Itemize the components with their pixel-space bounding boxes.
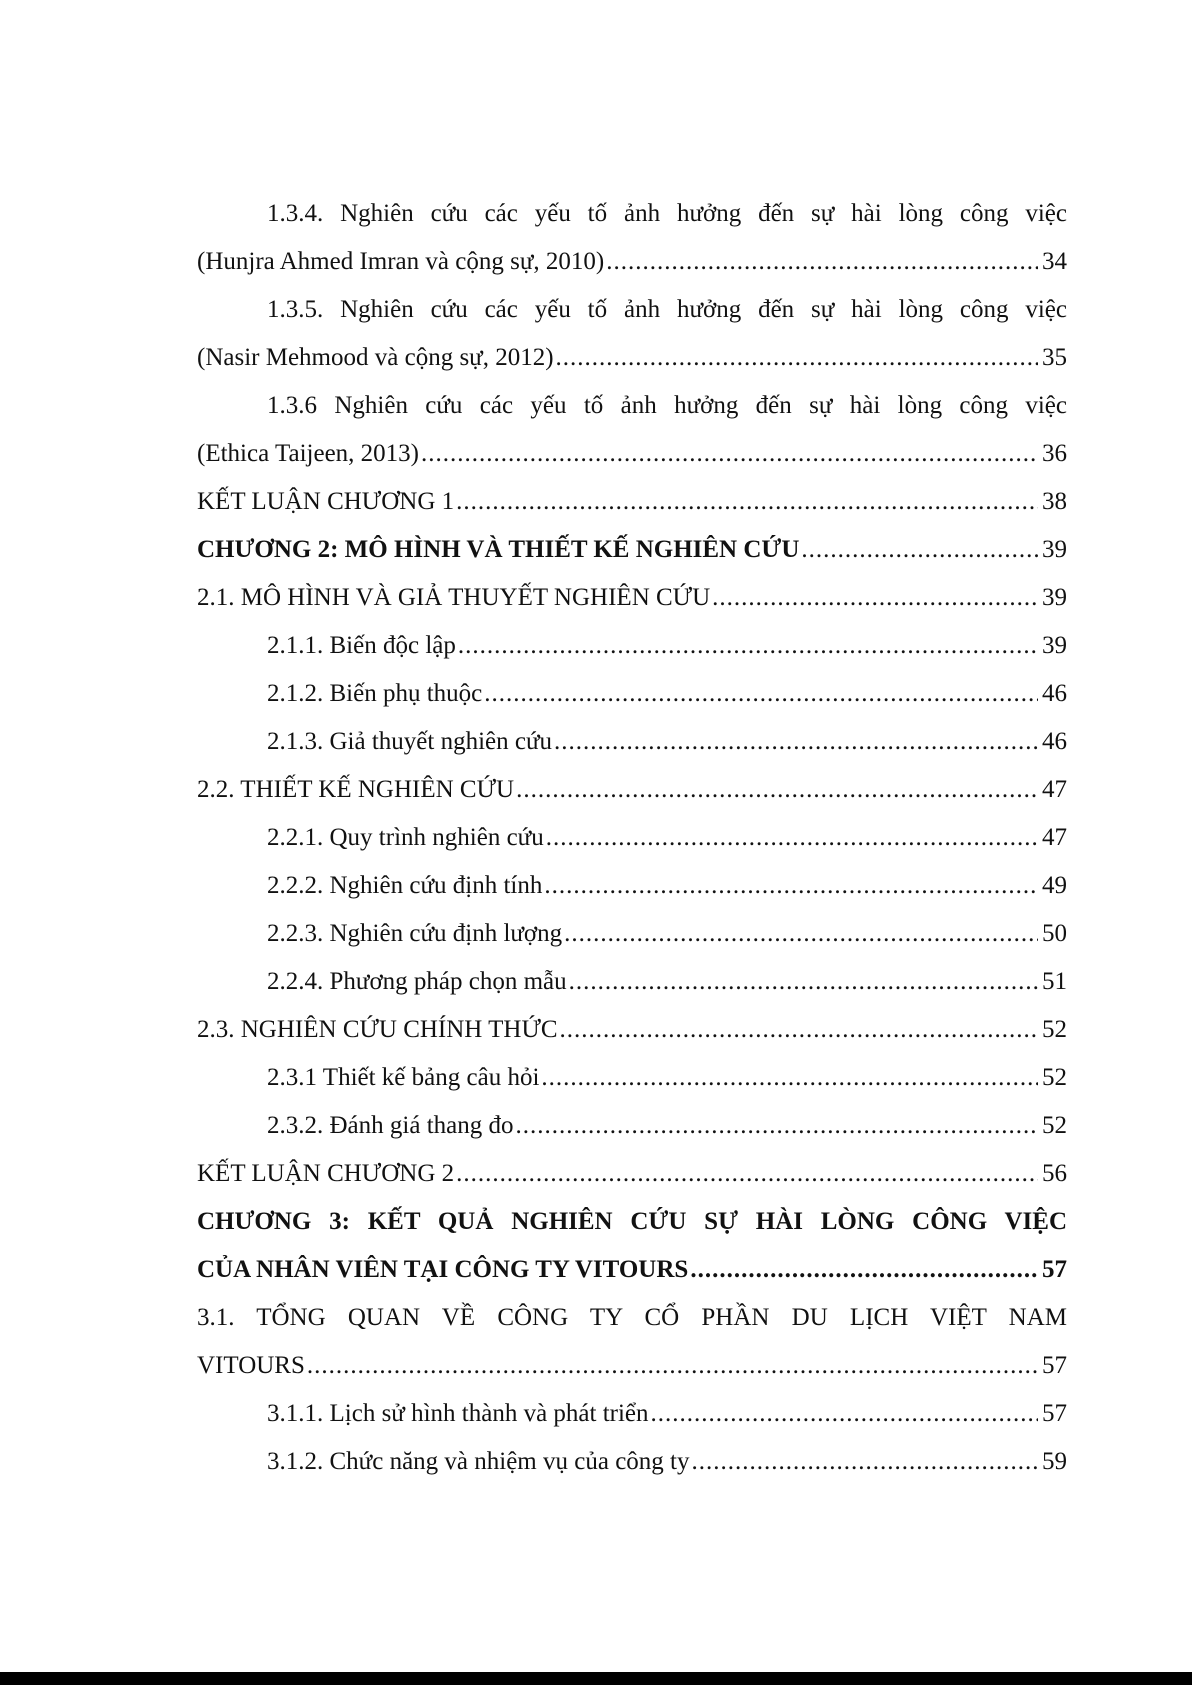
dot-leader [569,958,1038,1006]
toc-page-number: 47 [1042,824,1067,851]
toc-entry-title: (Ethica Taijeen, 2013) [197,440,420,467]
toc-entry-2-2-3[interactable] [197,910,1067,958]
toc-entry-title: 2.2.3. Nghiên cứu định lượng [267,920,563,947]
toc-page-number: 50 [1042,920,1067,947]
toc-entry-title: 2.3.2. Đánh giá thang đo [267,1112,514,1139]
dot-leader [307,1342,1038,1390]
dot-leader [692,1438,1039,1486]
toc-page-number: 38 [1042,488,1067,515]
dot-leader [801,526,1038,574]
toc-entry-title: CHƯƠNG 2: MÔ HÌNH VÀ THIẾT KẾ NGHIÊN CỨU [197,536,800,563]
dot-leader [690,1246,1038,1294]
toc-page-number: 35 [1042,344,1067,371]
dot-leader [564,910,1038,958]
page-bottom-border [0,1672,1192,1685]
toc-entry-3-1-2[interactable] [197,1438,1067,1486]
toc-entry-title: 2.2.2. Nghiên cứu định tính [267,872,543,899]
dot-leader [456,1150,1038,1198]
toc-page-number: 36 [1042,440,1067,467]
toc-page-number: 57 [1042,1256,1067,1283]
toc-entry-2-1-2[interactable] [197,670,1067,718]
dot-leader [554,718,1038,766]
toc-entry-3-1[interactable] [197,1342,1067,1390]
dot-leader [458,622,1038,670]
dot-leader [606,238,1038,286]
toc-entry-title: 2.1.2. Biến phụ thuộc [267,680,483,707]
toc-entry-chuong-2[interactable] [197,526,1067,574]
dot-leader [516,766,1038,814]
toc-entry-2-3-2[interactable] [197,1102,1067,1150]
toc-entry-title: CỦA NHÂN VIÊN TẠI CÔNG TY VITOURS [197,1256,689,1283]
toc-entry-1-3-6[interactable] [197,430,1067,478]
toc-page-number: 51 [1042,968,1067,995]
toc-page-number: 52 [1042,1016,1067,1043]
dot-leader [484,670,1038,718]
toc-entry-1-3-5-lead: 1.3.5. Nghiên cứu các yếu tố ảnh hưởng đến sự hài lòng công việc [267,296,1067,323]
toc-entry-ket-luan-chuong-2[interactable] [197,1150,1067,1198]
toc-entry-title: KẾT LUẬN CHƯƠNG 2 [197,1160,455,1187]
dot-leader [546,814,1038,862]
toc-entry-title: 2.1.1. Biến độc lập [267,632,456,659]
toc-entry-2-2[interactable] [197,766,1067,814]
toc-entry-title: 2.1.3. Giả thuyết nghiên cứu [267,728,553,755]
toc-page-number: 57 [1042,1352,1067,1379]
dot-leader [456,478,1038,526]
toc-entry-title: (Hunjra Ahmed Imran và cộng sự, 2010) [197,248,605,275]
toc-entry-1-3-4-lead: 1.3.4. Nghiên cứu các yếu tố ảnh hưởng đến sự hài lòng công việc [267,200,1067,227]
dot-leader [544,862,1038,910]
dot-leader [421,430,1038,478]
toc-page-number: 52 [1042,1112,1067,1139]
toc-page-number: 39 [1042,584,1067,611]
toc-page-number: 47 [1042,776,1067,803]
toc-page-number: 56 [1042,1160,1067,1187]
dot-leader [651,1390,1038,1438]
toc-entry-1-3-5[interactable] [197,334,1067,382]
toc-entry-chuong-3-lead: CHƯƠNG 3: KẾT QUẢ NGHIÊN CỨU SỰ HÀI LÒNG CÔNG VIỆC [197,1208,1067,1235]
toc-page-number: 49 [1042,872,1067,899]
toc-entry-2-2-4[interactable] [197,958,1067,1006]
toc-entry-title: (Nasir Mehmood và cộng sự, 2012) [197,344,554,371]
toc-entry-title: 2.2. THIẾT KẾ NGHIÊN CỨU [197,776,515,803]
dot-leader [556,334,1038,382]
toc-page-number: 46 [1042,728,1067,755]
toc-page-number: 39 [1042,632,1067,659]
toc-page-number: 59 [1042,1448,1067,1475]
toc-page-number: 39 [1042,536,1067,563]
toc-entry-2-1-3[interactable] [197,718,1067,766]
table-of-contents [197,190,1067,1486]
toc-entry-2-2-2[interactable] [197,862,1067,910]
dot-leader [712,574,1038,622]
toc-entry-title: 2.3.1 Thiết kế bảng câu hỏi [267,1064,540,1091]
toc-entry-3-1-1[interactable] [197,1390,1067,1438]
toc-entry-2-3[interactable] [197,1006,1067,1054]
toc-page-number: 46 [1042,680,1067,707]
toc-entry-title: VITOURS [197,1352,305,1379]
toc-entry-title: 3.1.2. Chức năng và nhiệm vụ của công ty [267,1448,690,1475]
toc-entry-1-3-6-lead: 1.3.6 Nghiên cứu các yếu tố ảnh hưởng đến sự hài lòng công việc [267,392,1067,419]
toc-entry-ket-luan-chuong-1[interactable] [197,478,1067,526]
dot-leader [515,1102,1038,1150]
toc-entry-1-3-4[interactable] [197,238,1067,286]
toc-entry-3-1-lead: 3.1. TỔNG QUAN VỀ CÔNG TY CỔ PHẦN DU LỊCH VIỆT NAM [197,1304,1067,1331]
toc-entry-2-2-1[interactable] [197,814,1067,862]
toc-entry-2-3-1[interactable] [197,1054,1067,1102]
toc-page-number: 52 [1042,1064,1067,1091]
toc-entry-title: 2.3. NGHIÊN CỨU CHÍNH THỨC [197,1016,558,1043]
toc-entry-title: 2.1. MÔ HÌNH VÀ GIẢ THUYẾT NGHIÊN CỨU [197,584,711,611]
dot-leader [541,1054,1038,1102]
toc-page-number: 57 [1042,1400,1067,1427]
toc-entry-title: 2.2.4. Phương pháp chọn mẫu [267,968,567,995]
toc-entry-chuong-3[interactable] [197,1246,1067,1294]
toc-entry-title: KẾT LUẬN CHƯƠNG 1 [197,488,455,515]
toc-entry-2-1-1[interactable] [197,622,1067,670]
toc-entry-title: 3.1.1. Lịch sử hình thành và phát triển [267,1400,649,1427]
dot-leader [560,1006,1038,1054]
toc-entry-2-1[interactable] [197,574,1067,622]
toc-page-number: 34 [1042,248,1067,275]
toc-entry-title: 2.2.1. Quy trình nghiên cứu [267,824,544,851]
